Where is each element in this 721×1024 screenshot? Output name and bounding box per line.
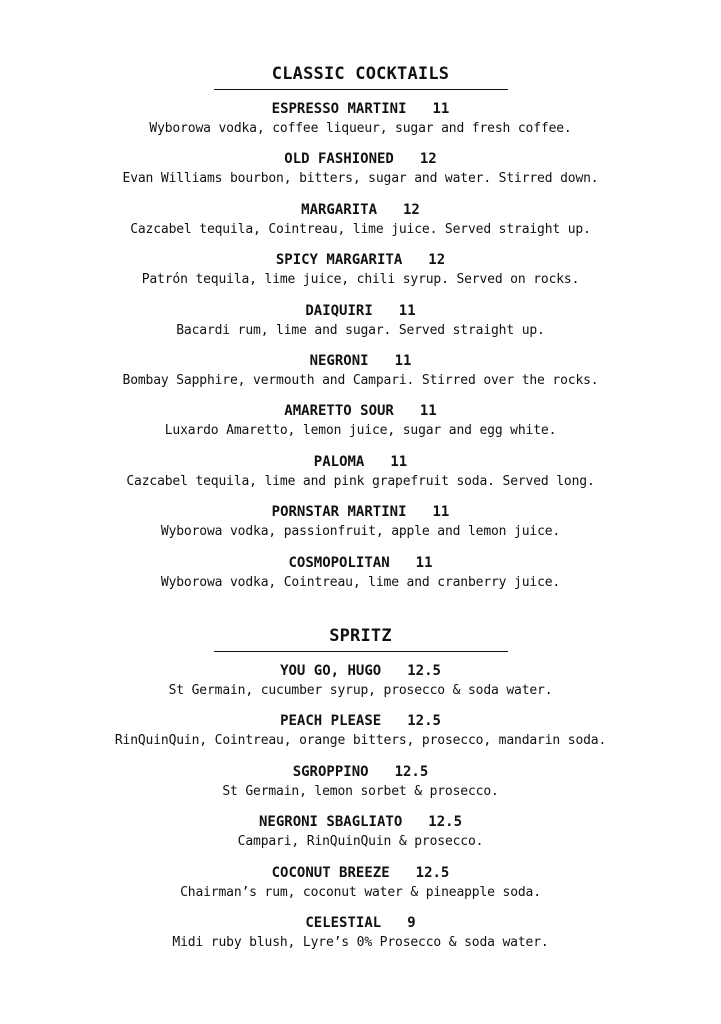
item-description: Midi ruby blush, Lyre’s 0% Prosecco & soda water. [172,934,549,950]
item-price: 11 [415,554,433,571]
item-price: 11 [432,504,450,521]
menu-item [0,553,721,603]
section-title: CLASSIC COCKTAILS [271,64,450,84]
item-price: 11 [390,453,408,470]
item-name: AMARETTO SOUR [284,403,394,420]
item-price: 11 [432,101,450,117]
item-name: DAIQUIRI [305,302,373,319]
item-price: 11 [398,302,416,319]
section-classic-cocktails [0,62,721,603]
item-price: 11 [394,352,412,369]
item-price: 12.5 [407,663,441,679]
item-name: PEACH PLEASE [280,713,382,730]
item-description: Wyborowa vodka, passionfruit, apple and lemon juice. [160,524,561,540]
menu-item [0,762,721,812]
item-name: CELESTIAL [305,914,382,931]
item-name: SGROPPINO [292,763,369,780]
menu-item [0,351,721,401]
item-description: Evan Williams bourbon, bitters, sugar and water. Stirred down. [122,171,599,187]
item-description: Cazcabel tequila, lime and pink grapefruit soda. Served long. [126,473,595,489]
item-name: ESPRESSO MARTINI [271,101,407,117]
menu-item-list [0,661,721,963]
item-price: 12.5 [415,864,450,881]
item-name: NEGRONI SBAGLIATO [258,814,403,831]
section-title: SPRITZ [329,626,392,646]
item-description: St Germain, lemon sorbet & prosecco. [222,783,499,799]
menu-item [0,661,721,711]
item-name: COSMOPOLITAN [288,554,390,571]
item-description: St Germain, cucumber syrup, prosecco & soda water. [168,683,553,698]
item-description: Cazcabel tequila, Cointreau, lime juice. Served straight up. [130,221,591,237]
item-price: 9 [407,914,416,931]
item-description: Bacardi rum, lime and sugar. Served straight up. [176,322,545,338]
item-description: Wyborowa vodka, coffee liqueur, sugar and fresh coffee. [149,121,572,136]
menu-item [0,301,721,351]
item-name: OLD FASHIONED [284,151,394,168]
menu-item [0,913,721,963]
item-name: PALOMA [313,453,365,470]
item-name: YOU GO, HUGO [280,663,382,679]
menu-item [0,99,721,149]
item-price: 12 [428,252,446,269]
item-price: 12 [419,151,437,168]
menu-item [0,401,721,451]
item-price: 12 [403,201,420,218]
item-price: 11 [419,403,437,420]
item-name: COCONUT BREEZE [271,864,390,881]
item-name: MARGARITA [301,201,377,218]
section-divider [214,89,508,90]
item-price: 12.5 [407,713,441,730]
menu-item [0,452,721,502]
menu-item-list [0,99,721,603]
item-description: Campari, RinQuinQuin & prosecco. [237,834,484,850]
menu-item [0,812,721,862]
item-description: Luxardo Amaretto, lemon juice, sugar and egg white. [164,423,557,439]
section-spritz [0,624,721,963]
item-price: 12.5 [428,814,462,831]
menu-item [0,863,721,913]
item-description: Wyborowa vodka, Cointreau, lime and cranberry juice. [160,574,561,590]
menu-item [0,149,721,199]
item-description: Patrón tequila, lime juice, chili syrup. Served on rocks. [141,272,580,288]
item-description: RinQuinQuin, Cointreau, orange bitters, prosecco, mandarin soda. [114,733,607,749]
section-divider [214,651,508,652]
menu-item [0,200,721,250]
item-description: Chairman’s rum, coconut water & pineapple soda. [180,884,541,900]
menu-item [0,502,721,552]
menu-item [0,250,721,300]
item-name: SPICY MARGARITA [275,252,403,269]
item-name: PORNSTAR MARTINI [271,504,407,521]
item-name: NEGRONI [309,352,369,369]
item-price: 12.5 [394,763,429,780]
menu-item [0,711,721,761]
item-description: Bombay Sapphire, vermouth and Campari. Stirred over the rocks. [122,372,599,388]
